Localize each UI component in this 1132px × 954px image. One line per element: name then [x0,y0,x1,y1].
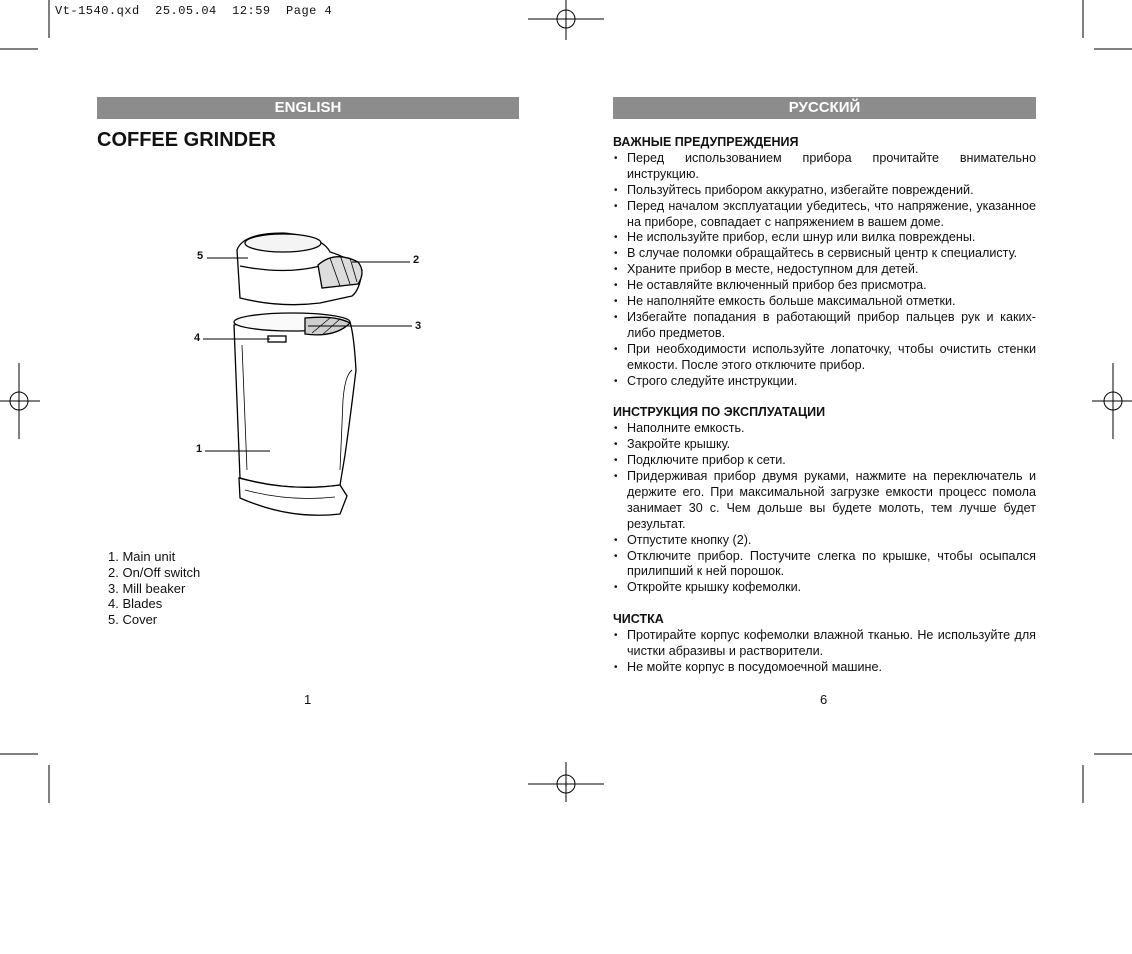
callout-label-2: 2 [413,254,420,266]
coffee-grinder-illustration [185,225,435,525]
page-number-right: 6 [820,692,828,707]
blades-drawing [268,336,286,342]
list-item: • Закройте крышку. [613,437,1036,453]
list-item: • В случае поломки обращайтесь в сервисный центр к специалисту. [613,246,1036,262]
list-item: • Пользуйтесь прибором аккуратно, избегайте повреждений. [613,183,1036,199]
list-item: • Перед началом эксплуатации убедитесь, что напряжение, указанное на приборе, совпадает с напряжением в вашем доме. [613,199,1036,231]
registration-mark-bottom [528,762,604,802]
parts-list-item: 4. Blades [108,596,163,612]
callout-label-1: 1 [196,443,203,455]
callout-label-4: 4 [194,332,201,344]
registration-mark-top [528,0,604,40]
registration-mark-right [1092,363,1132,439]
cleaning-list [613,628,1036,676]
list-item: • Протирайте корпус кофемолки влажной тканью. Не используйте для чистки абразивы и растворители. [613,628,1036,660]
print-slug: Vt-1540.qxd 25.05.04 12:59 Page 4 [55,4,333,18]
warnings-list [613,151,1036,390]
main-unit-drawing [234,318,356,488]
switch-drawing [318,257,362,288]
page-title: COFFEE GRINDER [97,129,276,151]
parts-list-item: 2. On/Off switch [108,564,201,580]
list-item: • Откройте крышку кофемолки. [613,580,1036,596]
callout-label-3: 3 [415,320,422,332]
page-number-left: 1 [304,692,312,707]
russian-header-bar: РУССКИЙ [613,97,1036,119]
english-header-bar: ENGLISH [97,97,519,119]
list-item: • Избегайте попадания в работающий прибор пальцев рук и каких-либо предметов. [613,310,1036,342]
list-item: • Подключите прибор к сети. [613,453,1036,469]
list-item: • Не используйте прибор, если шнур или вилка повреждены. [613,230,1036,246]
list-item: • Храните прибор в месте, недоступном для детей. [613,262,1036,278]
list-item: • При необходимости используйте лопаточку, чтобы очистить стенки емкости. После этого отключите прибор. [613,342,1036,374]
list-item: • Не наполняйте емкость больше максимальной отметки. [613,294,1036,310]
parts-list-item: 3. Mill beaker [108,580,186,596]
list-item: • Отпустите кнопку (2). [613,533,1036,549]
list-item: • Придерживая прибор двумя руками, нажмите на переключатель и держите его. При максимальной загрузке емкости процесс помола занимает 30 с. Чем дольше вы будете молоть, тем лучше будет результат. [613,469,1036,533]
callout-label-5: 5 [197,250,204,262]
list-item: • Перед использованием прибора прочитайте внимательно инструкцию. [613,151,1036,183]
list-item: • Наполните емкость. [613,421,1036,437]
russian-content [613,135,1036,676]
section-heading-cleaning: ЧИСТКА [613,612,664,627]
list-item: • Отключите прибор. Постучите слегка по крышке, чтобы осыпался прилипший к ней порошок. [613,549,1036,581]
parts-list-item: 1. Main unit [108,549,176,564]
list-item: • Строго следуйте инструкции. [613,374,1036,390]
instructions-list [613,421,1036,596]
section-heading-instructions: ИНСТРУКЦИЯ ПО ЭКСПЛУАТАЦИИ [613,405,826,420]
section-heading-warnings: ВАЖНЫЕ ПРЕДУПРЕЖДЕНИЯ [613,135,799,149]
parts-list [108,549,200,628]
list-item: • Не оставляйте включенный прибор без присмотра. [613,278,1036,294]
registration-mark-left [0,363,40,439]
list-item: • Не мойте корпус в посудомоечной машине. [613,660,1036,676]
parts-list-item: 5. Cover [108,612,158,628]
